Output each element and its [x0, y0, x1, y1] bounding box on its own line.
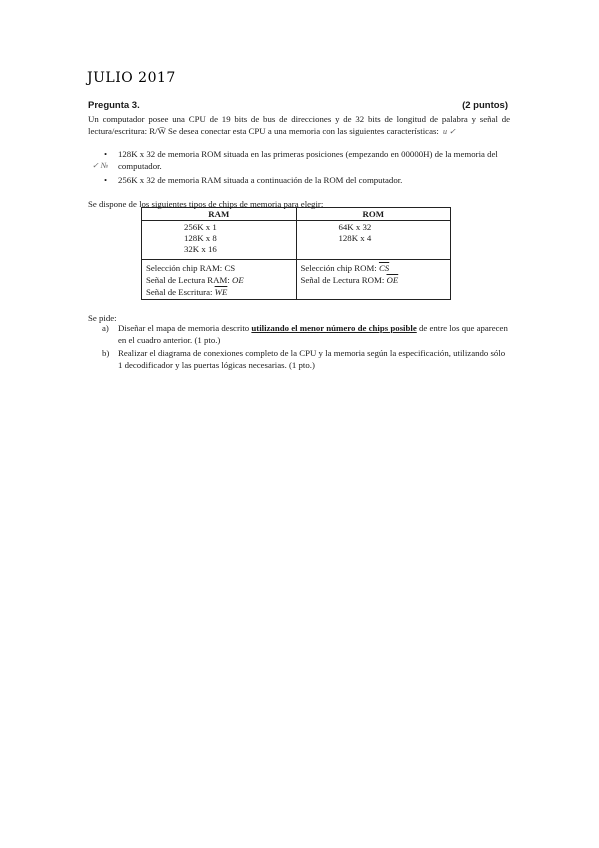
list-item: • 128K x 32 de memoria ROM situada en las primeras posiciones (empezando en 00000H) de la memoria del computador. [104, 149, 510, 172]
tasks-label: Se pide: [88, 313, 117, 323]
question-title: Pregunta 3. [88, 100, 140, 111]
ram-signals-cell [142, 260, 297, 300]
ram-signal-cs: Selección chip RAM: CS [146, 263, 236, 273]
ram-sizes-cell [142, 221, 297, 260]
ram-size: 32K x 16 [184, 244, 217, 254]
margin-handwritten-mark: ✓ № [92, 161, 109, 170]
rom-signal-oe: Señal de Lectura ROM: $\overline{OE}$ [300, 275, 399, 285]
tasks-list [102, 322, 510, 371]
memory-requirements-list [104, 149, 510, 187]
available-chips-text: Se dispone de los siguientes tipos de chips de memoria para elegir: [88, 199, 324, 209]
ram-size: 128K x 8 [184, 233, 217, 243]
page-header: JULIO 2017 [87, 70, 176, 86]
rom-signals-cell [296, 260, 451, 300]
intro-text: Un computador posee una CPU de 19 bits de bus de direcciones y de 32 bits de longitud de palabra y señal de lectura/escritura: R/W̅ Se desea conectar esta CPU a una memoria con las siguientes características: [88, 114, 510, 136]
list-item: • 256K x 32 de memoria RAM situada a continuación de la ROM del computador. [104, 175, 510, 187]
task-emphasis: utilizando el menor número de chips posible [251, 323, 417, 333]
question-header [88, 100, 508, 111]
handwritten-note: u ✓ [443, 127, 456, 136]
task-item: b) Realizar el diagrama de conexiones completo de la CPU y la memoria según la especificación, utilizando sólo 1 decodificador y las puertas lógicas necesarias. (1 pto.) [102, 348, 506, 370]
ram-signal-we: Señal de Escritura: $\overline{WE}$ [146, 287, 228, 297]
task-label: a) [102, 323, 109, 333]
task-label: b) [102, 348, 110, 358]
column-header-ram: RAM [142, 208, 297, 221]
rom-size: 64K x 32 [338, 222, 372, 232]
question-intro [88, 113, 510, 138]
ram-signal-oe: Señal de Lectura RAM: OE [146, 275, 244, 285]
rom-signal-cs: Selección chip ROM: $\overline{CS}$ [300, 263, 390, 273]
rom-size: 128K x 4 [338, 233, 372, 243]
column-header-rom: ROM [296, 208, 451, 221]
rom-sizes-cell [296, 221, 451, 260]
question-points: (2 puntos) [462, 100, 508, 111]
ram-size: 256K x 1 [184, 222, 217, 232]
task-item: a) Diseñar el mapa de memoria descrito utilizando el menor número de chips posible de entre los que aparecen en el cuadro anterior. (1 pto.) [102, 323, 508, 345]
chip-table [141, 207, 451, 300]
